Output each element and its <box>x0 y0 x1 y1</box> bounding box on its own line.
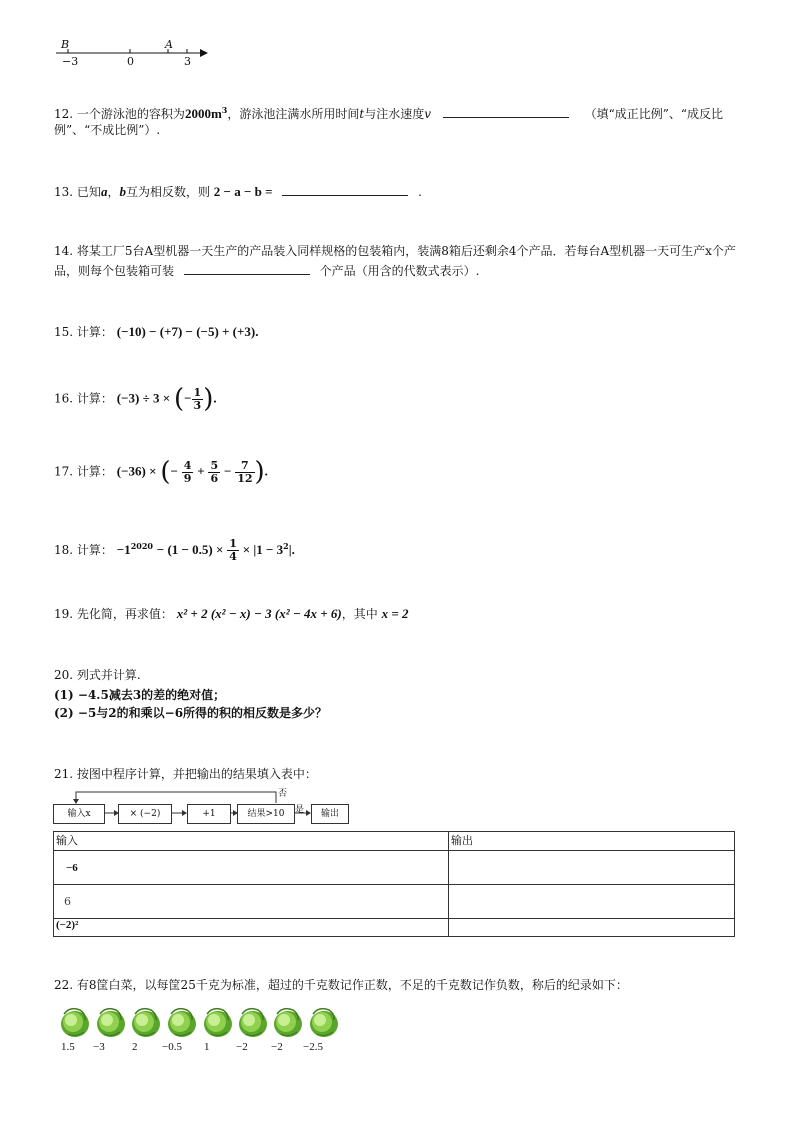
exponent: 2020 <box>130 541 153 551</box>
cabbage-icon <box>94 1004 128 1040</box>
cabbage-weight-label: −0.5 <box>162 1041 182 1053</box>
question-number: 20. <box>54 668 74 682</box>
table-row <box>54 885 735 919</box>
volume-value: 2000m <box>184 106 222 121</box>
expression: 2 − a − b = <box>213 184 273 199</box>
flow-input-box: 输入x <box>53 804 105 824</box>
question-title: 按图中程序计算，并把输出的结果填入表中： <box>76 767 317 781</box>
flow-add-box: +1 <box>187 804 231 824</box>
cabbage-icon <box>129 1004 163 1040</box>
cabbage-icon <box>201 1004 235 1040</box>
options-text: （填“成正比例”、“成反比 <box>584 107 724 121</box>
question-text: 已知 <box>76 185 101 199</box>
question-14 <box>54 241 736 261</box>
condition-expression: x = 2 <box>381 606 409 621</box>
question-text: 互为相反数，则 <box>125 185 210 199</box>
table-row <box>54 851 735 885</box>
cabbage-weight-label: −2 <box>271 1041 283 1053</box>
separator: ， <box>107 185 120 199</box>
question-21 <box>54 764 317 784</box>
flow-condition-box: 结果>10 <box>237 804 295 824</box>
table-header-input: 输入 <box>54 832 449 851</box>
cabbage-icon <box>165 1004 199 1040</box>
cabbage-icon <box>307 1004 341 1040</box>
plus-sign: + <box>197 463 205 479</box>
question-22 <box>54 975 628 995</box>
question-12-line2: 例”、“不成比例”）. <box>54 123 161 137</box>
point-b-label: B <box>61 38 70 51</box>
question-number: 22. <box>54 978 74 992</box>
table-header-output: 输出 <box>449 832 735 851</box>
period: . <box>418 185 422 199</box>
question-label: 先化简，再求值： <box>76 607 173 621</box>
flow-no-label: 否 <box>278 789 288 799</box>
flow-multiply-box: × (−2) <box>118 804 172 824</box>
answer-blank[interactable] <box>184 262 310 275</box>
question-number: 14. <box>54 244 74 258</box>
fraction: $\frac{1}{4}$ <box>229 537 237 563</box>
expression: (−36) × <box>116 463 157 479</box>
table-cell-input: −6 <box>54 851 449 885</box>
var-t: t <box>359 107 365 121</box>
question-number: 17. <box>54 464 74 479</box>
question-20-item2: (2) −5与2的和乘以−6所得的积的相反数是多少？ <box>54 706 328 720</box>
cabbage-weight-label: 2 <box>132 1041 138 1053</box>
question-number: 15. <box>54 325 74 339</box>
question-20-item1: (1) −4.5减去3的差的绝对值； <box>54 688 226 702</box>
cabbage-icon <box>236 1004 270 1040</box>
cabbage-weight-label: −2 <box>236 1041 248 1053</box>
tick-label-3: 3 <box>184 55 191 68</box>
period: . <box>264 463 268 479</box>
volume-exponent: 3 <box>221 105 228 115</box>
expression: × |1 − 3 <box>242 542 284 557</box>
question-number: 13. <box>54 185 74 199</box>
table-cell-input: 6 <box>54 885 449 919</box>
question-text: 个产品（用含的代数式表示）. <box>319 264 480 278</box>
question-13 <box>54 182 422 202</box>
question-text: 品，则每个包装箱可装 <box>54 264 175 278</box>
fraction: $\frac{1}{3}$ <box>193 385 202 412</box>
expression: − (1 − 0.5) × <box>156 542 224 557</box>
question-label: 计算： <box>76 464 113 479</box>
table-cell-output[interactable] <box>449 885 735 919</box>
question-16: 16. 计算： (−3) ÷ 3 × (− $\frac{1}{3}$ ). <box>54 384 217 414</box>
question-label: 计算： <box>76 543 113 557</box>
fraction: $\frac{5}{6}$ <box>210 458 219 485</box>
cabbage-icon <box>271 1004 305 1040</box>
table-cell-input: (−2)² <box>54 919 449 937</box>
flow-output-box: 输出 <box>311 804 349 824</box>
answer-blank[interactable] <box>443 105 569 118</box>
point-a-label: A <box>165 38 173 51</box>
cabbage-icon <box>58 1004 92 1040</box>
question-14-line2 <box>54 261 480 281</box>
tick-label-neg3: −3 <box>62 55 79 68</box>
minus-sign: − <box>223 463 232 479</box>
minus-sign: − <box>170 463 178 479</box>
question-19 <box>54 604 409 624</box>
question-number: 19. <box>54 607 74 621</box>
question-18 <box>54 536 295 562</box>
question-17: 17. 计算： (−36) × (− $\frac{4}{9}$ + $\frac{5}{6}$ − $\frac{7}{12}$ ). <box>54 457 268 487</box>
question-label: 计算： <box>76 391 113 406</box>
question-text: ，游泳池注满水所用时间 <box>227 107 360 121</box>
question-number: 21. <box>54 767 74 781</box>
minus-sign: − <box>184 390 192 406</box>
flow-yes-label: 是 <box>295 805 305 815</box>
exponent: 2 <box>283 541 289 551</box>
question-text: 将某工厂5台A型机器一天生产的产品装入同样规格的包装箱内，装满8箱后还剩余4个产品．若每台A型机器一天可生产x个产 <box>76 244 736 258</box>
question-text: 有8筐白菜，以每筐25千克为标准，超过的千克数记作正数，不足的千克数记作负数，称后的纪录如下： <box>76 978 628 992</box>
cabbage-weight-label: −3 <box>93 1041 105 1053</box>
cabbage-weight-label: 1.5 <box>61 1041 75 1053</box>
expression: x² + 2 (x² − x) − 3 (x² − 4x + 6) <box>176 606 342 621</box>
period: . <box>213 390 217 406</box>
question-text: 与注水速度 <box>364 107 425 121</box>
expression: (−3) ÷ 3 × <box>116 390 171 406</box>
question-number: 16. <box>54 391 74 406</box>
answer-blank[interactable] <box>282 183 408 196</box>
question-15 <box>54 322 259 342</box>
table-cell-output[interactable] <box>449 919 735 937</box>
question-label: 计算： <box>76 325 113 339</box>
condition-text: ，其中 <box>341 607 378 621</box>
table-row <box>54 919 735 937</box>
cabbage-weight-label: −2.5 <box>303 1041 323 1053</box>
expression: (−10) − (+7) − (−5) + (+3). <box>116 324 259 339</box>
question-number: 12. <box>54 107 74 121</box>
cabbage-weight-label: 1 <box>204 1041 210 1053</box>
fraction: $\frac{7}{12}$ <box>237 458 253 485</box>
var-a: a <box>100 184 108 199</box>
question-number: 18. <box>54 543 74 557</box>
table-cell-output[interactable] <box>449 851 735 885</box>
question-20 <box>54 665 141 685</box>
var-v: v <box>424 107 431 121</box>
input-output-table <box>53 831 735 937</box>
expression: |. <box>288 542 295 557</box>
tick-label-0: 0 <box>127 55 134 68</box>
question-text: 一个游泳池的容积为 <box>76 107 185 121</box>
question-title: 列式并计算. <box>76 668 141 682</box>
var-b: b <box>119 184 126 199</box>
expression: −1 <box>116 542 131 557</box>
fraction: $\frac{4}{9}$ <box>183 458 192 485</box>
